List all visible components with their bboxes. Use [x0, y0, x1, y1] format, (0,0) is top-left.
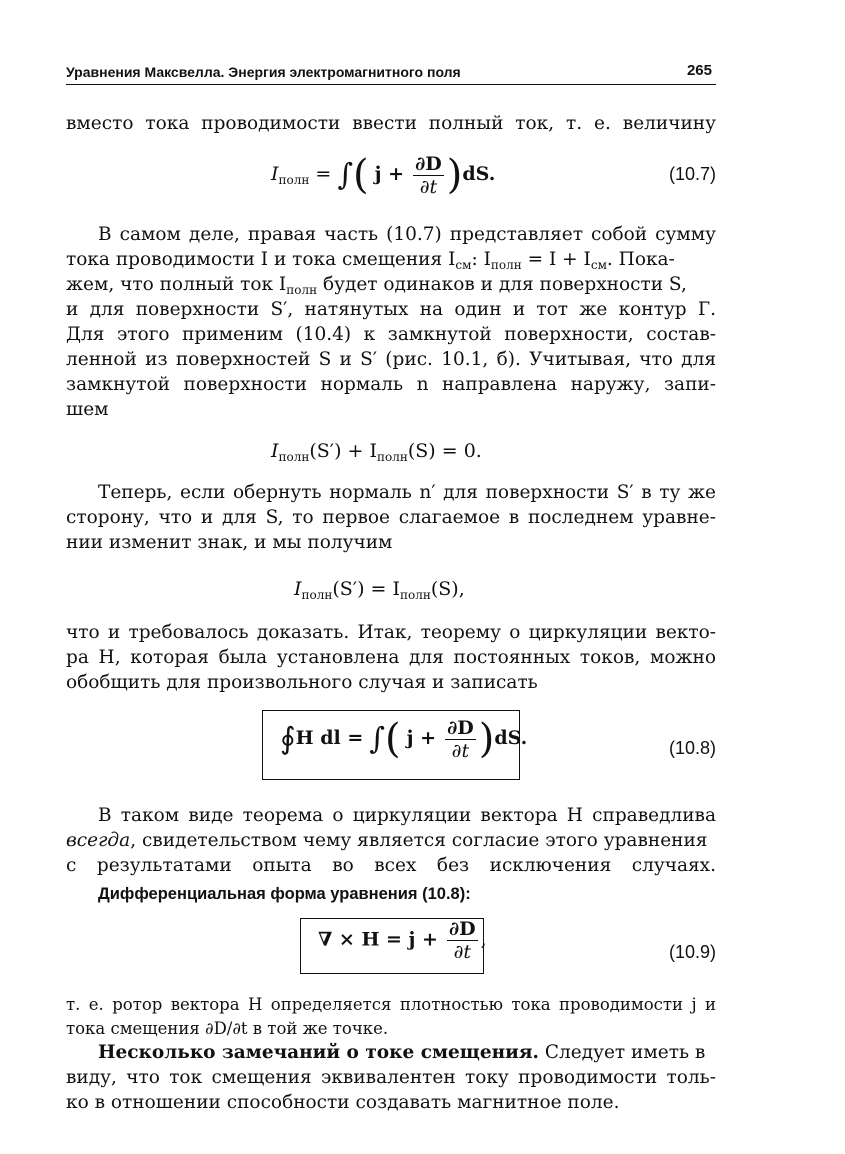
formula	[318, 918, 487, 963]
subscript: полн	[377, 450, 408, 464]
current-term: j +	[374, 163, 405, 185]
symbol: I	[271, 163, 279, 185]
text-line: с результатами опыта во всех без исключения случаях.	[66, 855, 716, 876]
subscript: полн	[278, 450, 310, 464]
paren-close: )	[446, 152, 463, 198]
text-line: замкнутой поверхности нормаль n направлена наружу, запи-	[66, 374, 716, 395]
text: будет одинаков и для поверхности S,	[317, 274, 687, 295]
text-line	[66, 828, 716, 853]
header-title: Уравнения Максвелла. Энергия электромагнитного поля	[66, 64, 461, 80]
equation-number: (10.9)	[668, 942, 716, 962]
subscript: см	[455, 258, 472, 272]
text-line: виду, что ток смещения эквивалентен току проводимости толь-	[66, 1067, 716, 1088]
text-line	[66, 272, 716, 297]
formula	[271, 440, 482, 464]
text: (S),	[430, 578, 465, 600]
text: . Пока-	[606, 249, 675, 270]
equation-10-9	[66, 918, 716, 972]
formula	[271, 152, 495, 198]
equation-10-8	[66, 714, 716, 778]
text-line: сторону, что и для S, то первое слагаемое в последнем уравне-	[66, 507, 716, 528]
text-line: В таком виде теорема о циркуляции вектора H справедлива	[98, 805, 716, 826]
text-line: Для этого применим (10.4) к замкнутой поверхности, состав-	[66, 324, 716, 345]
text-line: и для поверхности S′, натянутых на один и тот же контур Г.	[66, 299, 716, 320]
numerator: ∂D	[449, 918, 476, 940]
paragraph-2	[66, 222, 716, 422]
integral-sign: ∫	[337, 157, 354, 193]
text-line: В самом деле, правая часть (10.7) представляет собой сумму	[98, 224, 716, 245]
formula	[294, 578, 465, 602]
equation-number: (10.7)	[668, 164, 716, 184]
text: (S′) + I	[309, 440, 378, 462]
text: жем, что полный ток I	[66, 274, 287, 295]
text-line	[66, 247, 716, 272]
paren-open: (	[384, 716, 401, 762]
symbol: I	[271, 440, 279, 462]
text-line: обобщить для произвольного случая и записать	[66, 672, 538, 693]
equation-number: (10.8)	[668, 738, 716, 758]
subscript: см	[590, 258, 607, 272]
numerator: ∂D	[447, 716, 474, 739]
formula	[280, 716, 527, 762]
paragraph-4	[66, 620, 716, 695]
subheading: Дифференциальная форма уравнения (10.8):	[98, 885, 471, 903]
subscript: полн	[400, 588, 431, 602]
text-line: вместо тока проводимости ввести полный ток, т. е. величину	[66, 113, 716, 134]
text-line: шем	[66, 399, 109, 420]
paren-open: (	[353, 152, 369, 198]
page-number: 265	[686, 62, 712, 79]
text: Следует иметь в	[538, 1042, 706, 1063]
equation-equal	[66, 578, 716, 606]
text: : I	[471, 249, 491, 270]
text-line: Теперь, если обернуть нормаль n′ для поверхности S′ в ту же	[98, 482, 716, 503]
paragraph-6	[66, 993, 716, 1041]
paren-close: )	[478, 716, 495, 762]
text: (S) = 0.	[407, 440, 482, 462]
paragraph-7	[66, 1040, 716, 1115]
denominator: ∂t	[451, 739, 470, 762]
text-line	[66, 1040, 716, 1065]
bold-lead: Несколько замечаний о токе смещения.	[98, 1042, 539, 1063]
heading-differential	[66, 882, 716, 907]
text-line: т. е. ротор вектора H определяется плотностью тока проводимости j и	[66, 995, 716, 1014]
subscript: полн	[301, 588, 333, 602]
text: тока проводимости I и тока смещения I	[66, 249, 456, 270]
subscript: полн	[490, 258, 522, 272]
fraction	[445, 717, 476, 762]
paragraph-intro	[66, 111, 716, 136]
denominator: ∂t	[453, 941, 472, 963]
text-line: тока смещения ∂D/∂t в той же точке.	[66, 1019, 389, 1038]
operator: =	[315, 163, 332, 185]
running-header	[66, 62, 716, 85]
contour-integral-sign: ∮	[280, 721, 296, 757]
text-line: ко в отношении способности создавать магнитное поле.	[66, 1092, 620, 1113]
text-line: ра H, которая была установлена для постоянных токов, можно	[66, 647, 716, 668]
lhs: H dl =	[295, 727, 364, 749]
emphasis: всегда	[66, 830, 131, 851]
text: (S′) = I	[332, 578, 401, 600]
fraction	[413, 153, 444, 198]
lhs: ∇ × H = j +	[318, 928, 438, 951]
paragraph-5	[66, 803, 716, 878]
paragraph-3	[66, 480, 716, 555]
integral-sign: ∫	[369, 721, 385, 757]
text-line: ленной из поверхностей S и S′ (рис. 10.1, б). Учитывая, что для	[66, 349, 716, 370]
denominator: ∂t	[419, 175, 438, 198]
text-line: нии изменит знак, и мы получим	[66, 532, 393, 553]
numerator: ∂D	[415, 152, 442, 175]
surface-element: dS.	[462, 163, 496, 185]
equation-10-7	[66, 148, 716, 204]
comma: ,	[480, 928, 487, 951]
text: = I + I	[521, 249, 591, 270]
subscript: полн	[286, 283, 318, 297]
symbol: I	[294, 578, 302, 600]
text-line: что и требовалось доказать. Итак, теорему о циркуляции векто-	[66, 622, 716, 643]
current-term: j +	[406, 727, 437, 749]
fraction	[447, 918, 478, 963]
text: , свидетельством чему является согласие этого уравнения	[130, 830, 708, 851]
equation-sum	[66, 440, 716, 468]
subscript: полн	[278, 173, 310, 187]
surface-element: dS.	[494, 727, 528, 749]
